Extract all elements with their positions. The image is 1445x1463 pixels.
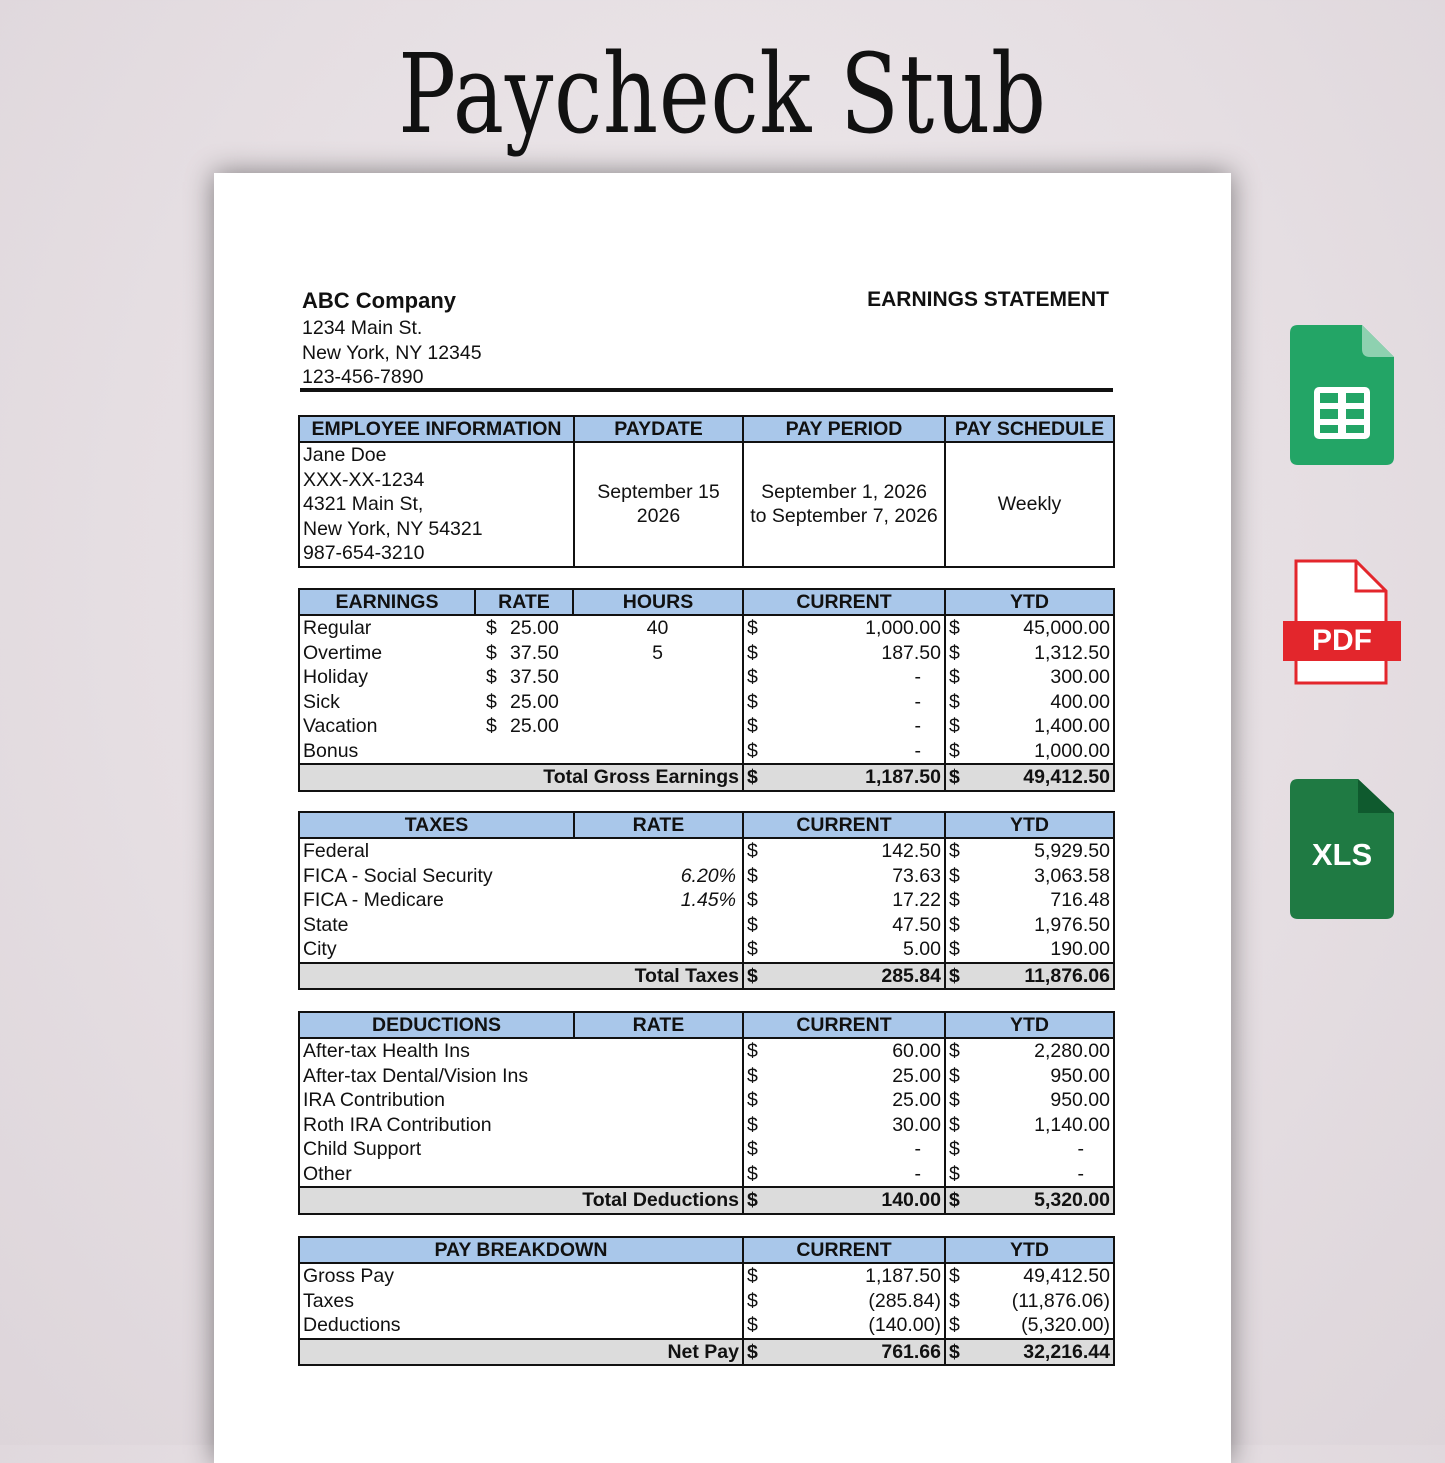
earnings-total-row bbox=[299, 764, 1114, 791]
currency-symbol: $ bbox=[747, 617, 758, 640]
rate-currency-symbol: $ bbox=[486, 641, 497, 664]
company-address-line1: 1234 Main St. bbox=[302, 317, 423, 339]
pay-schedule-value: Weekly bbox=[945, 442, 1114, 567]
earnings-hours bbox=[573, 665, 743, 690]
tax-type: FICA - Social Security bbox=[303, 864, 493, 887]
currency-symbol: $ bbox=[949, 964, 960, 987]
breakdown-row bbox=[299, 1289, 1114, 1314]
pay-period-line2: to September 7, 2026 bbox=[750, 505, 938, 528]
breakdown-type: Taxes bbox=[303, 1289, 354, 1312]
currency-symbol: $ bbox=[949, 739, 960, 762]
taxes-table bbox=[298, 811, 1115, 990]
currency-symbol: $ bbox=[747, 913, 758, 936]
earnings-hours bbox=[573, 690, 743, 715]
breakdown-type: Gross Pay bbox=[303, 1265, 395, 1288]
deductions-rate-header: RATE bbox=[574, 1012, 743, 1038]
banner-title: Paycheck Stub bbox=[398, 30, 1047, 158]
taxes-total-label: Total Taxes bbox=[299, 963, 743, 990]
currency-symbol: $ bbox=[747, 1064, 758, 1087]
deductions-ytd: 950.00 bbox=[1050, 1089, 1110, 1112]
employee-city: New York, NY 54321 bbox=[303, 517, 483, 540]
currency-symbol: $ bbox=[747, 1265, 758, 1288]
currency-symbol: $ bbox=[747, 1314, 758, 1337]
breakdown-row bbox=[299, 1263, 1114, 1289]
deductions-total-ytd: 5,320.00 bbox=[1034, 1189, 1110, 1212]
deductions-ytd: 950.00 bbox=[1050, 1064, 1110, 1087]
earnings-current: 187.50 bbox=[881, 641, 941, 664]
tax-type: FICA - Medicare bbox=[303, 889, 444, 912]
taxes-ytd: 716.48 bbox=[1050, 889, 1110, 912]
breakdown-ytd-header: YTD bbox=[945, 1237, 1114, 1263]
taxes-ytd: 5,929.50 bbox=[1034, 840, 1110, 863]
currency-symbol: $ bbox=[747, 1289, 758, 1312]
earnings-rate: 25.00 bbox=[510, 617, 559, 640]
net-pay-current: 761.66 bbox=[881, 1340, 941, 1363]
earnings-table bbox=[298, 588, 1115, 792]
breakdown-ytd: (5,320.00) bbox=[1021, 1314, 1110, 1337]
taxes-ytd: 1,976.50 bbox=[1034, 913, 1110, 936]
deductions-current: 60.00 bbox=[892, 1040, 941, 1063]
earnings-header: EARNINGS bbox=[299, 589, 475, 615]
earnings-type: Holiday bbox=[303, 666, 369, 689]
deductions-ytd: - bbox=[1077, 1138, 1084, 1161]
deductions-ytd: - bbox=[1077, 1162, 1084, 1185]
deductions-row bbox=[299, 1038, 1114, 1064]
rate-currency-symbol: $ bbox=[486, 666, 497, 689]
earnings-row bbox=[299, 641, 1114, 666]
earnings-total-label: Total Gross Earnings bbox=[299, 764, 743, 791]
deduction-type: After-tax Health Ins bbox=[303, 1040, 470, 1063]
deductions-current: - bbox=[914, 1138, 921, 1161]
deductions-row bbox=[299, 1088, 1114, 1113]
earnings-rate-header: RATE bbox=[475, 589, 573, 615]
earnings-type: Regular bbox=[303, 617, 372, 640]
taxes-current: 73.63 bbox=[892, 864, 941, 887]
taxes-row bbox=[299, 838, 1114, 864]
pay-schedule-header: PAY SCHEDULE bbox=[945, 416, 1114, 442]
deductions-header: DEDUCTIONS bbox=[299, 1012, 574, 1038]
net-pay-ytd: 32,216.44 bbox=[1023, 1340, 1110, 1363]
deduction-type: Roth IRA Contribution bbox=[303, 1113, 492, 1136]
earnings-ytd: 1,000.00 bbox=[1034, 739, 1110, 762]
earnings-row bbox=[299, 615, 1114, 641]
currency-symbol: $ bbox=[747, 1040, 758, 1063]
earnings-hours: 5 bbox=[652, 641, 663, 664]
currency-symbol: $ bbox=[949, 641, 960, 664]
paydate-line2: 2026 bbox=[636, 505, 681, 528]
currency-symbol: $ bbox=[949, 766, 960, 789]
company-address-line2: New York, NY 12345 bbox=[302, 342, 482, 364]
earnings-hours-header: HOURS bbox=[573, 589, 743, 615]
deduction-type: IRA Contribution bbox=[303, 1089, 445, 1112]
currency-symbol: $ bbox=[747, 690, 758, 713]
earnings-type: Sick bbox=[303, 690, 340, 713]
deductions-table bbox=[298, 1011, 1115, 1215]
currency-symbol: $ bbox=[747, 715, 758, 738]
pdf-file-icon bbox=[1283, 559, 1401, 686]
deductions-total-current: 140.00 bbox=[881, 1189, 941, 1212]
breakdown-current: (285.84) bbox=[868, 1289, 941, 1312]
breakdown-current-header: CURRENT bbox=[743, 1237, 945, 1263]
taxes-ytd: 3,063.58 bbox=[1034, 864, 1110, 887]
taxes-header: TAXES bbox=[299, 812, 574, 838]
currency-symbol: $ bbox=[747, 739, 758, 762]
company-name: ABC Company bbox=[302, 288, 457, 313]
tax-rate bbox=[574, 838, 743, 864]
taxes-total-ytd: 11,876.06 bbox=[1024, 964, 1110, 987]
rate-currency-symbol: $ bbox=[486, 715, 497, 738]
earnings-ytd: 400.00 bbox=[1050, 690, 1110, 713]
currency-symbol: $ bbox=[949, 1113, 960, 1136]
pay-period-line1: September 1, 2026 bbox=[761, 480, 927, 503]
currency-symbol: $ bbox=[747, 864, 758, 887]
taxes-row bbox=[299, 937, 1114, 963]
deductions-ytd: 1,140.00 bbox=[1034, 1113, 1110, 1136]
currency-symbol: $ bbox=[949, 1189, 960, 1212]
currency-symbol: $ bbox=[949, 1040, 960, 1063]
currency-symbol: $ bbox=[949, 1340, 960, 1363]
currency-symbol: $ bbox=[747, 964, 758, 987]
earnings-rate: 25.00 bbox=[510, 690, 559, 713]
header-divider bbox=[300, 388, 1113, 392]
earnings-type: Vacation bbox=[303, 715, 378, 738]
earnings-rate: 37.50 bbox=[510, 666, 559, 689]
currency-symbol: $ bbox=[949, 1089, 960, 1112]
google-sheets-icon bbox=[1290, 325, 1394, 470]
earnings-ytd: 1,400.00 bbox=[1034, 715, 1110, 738]
earnings-hours bbox=[573, 739, 743, 765]
earnings-type: Overtime bbox=[303, 641, 383, 664]
employee-info-header: EMPLOYEE INFORMATION bbox=[299, 416, 574, 442]
taxes-row bbox=[299, 888, 1114, 913]
rate-currency-symbol: $ bbox=[486, 690, 497, 713]
xls-label: XLS bbox=[1311, 837, 1373, 872]
earnings-statement-sheet bbox=[214, 173, 1231, 1463]
currency-symbol: $ bbox=[949, 1265, 960, 1288]
pay-period-cell bbox=[743, 442, 945, 567]
currency-symbol: $ bbox=[747, 766, 758, 789]
taxes-total-current: 285.84 bbox=[881, 964, 941, 987]
currency-symbol: $ bbox=[949, 1289, 960, 1312]
taxes-rate-header: RATE bbox=[574, 812, 743, 838]
pdf-label: PDF bbox=[1312, 624, 1372, 657]
deductions-ytd-header: YTD bbox=[945, 1012, 1114, 1038]
currency-symbol: $ bbox=[949, 889, 960, 912]
breakdown-current: 1,187.50 bbox=[865, 1265, 941, 1288]
deductions-row bbox=[299, 1113, 1114, 1138]
pay-breakdown-table bbox=[298, 1236, 1115, 1366]
currency-symbol: $ bbox=[747, 840, 758, 863]
deductions-ytd: 2,280.00 bbox=[1034, 1040, 1110, 1063]
earnings-rate: 37.50 bbox=[510, 641, 559, 664]
currency-symbol: $ bbox=[949, 1138, 960, 1161]
earnings-row bbox=[299, 665, 1114, 690]
taxes-total-row bbox=[299, 963, 1114, 990]
breakdown-ytd: 49,412.50 bbox=[1023, 1265, 1110, 1288]
tax-rate: 6.20% bbox=[680, 864, 736, 887]
currency-symbol: $ bbox=[949, 1314, 960, 1337]
currency-symbol: $ bbox=[949, 617, 960, 640]
tax-type: City bbox=[303, 938, 337, 961]
deductions-current: 25.00 bbox=[892, 1064, 941, 1087]
deductions-current: 30.00 bbox=[892, 1113, 941, 1136]
tax-rate bbox=[574, 937, 743, 963]
earnings-hours: 40 bbox=[646, 617, 669, 640]
earnings-current-header: CURRENT bbox=[743, 589, 945, 615]
employee-ssn: XXX-XX-1234 bbox=[303, 468, 425, 491]
currency-symbol: $ bbox=[949, 1162, 960, 1185]
taxes-row bbox=[299, 913, 1114, 938]
earnings-row bbox=[299, 739, 1114, 765]
currency-symbol: $ bbox=[949, 690, 960, 713]
company-phone: 123-456-7890 bbox=[302, 366, 424, 388]
deduction-type: After-tax Dental/Vision Ins bbox=[303, 1064, 529, 1087]
taxes-current-header: CURRENT bbox=[743, 812, 945, 838]
currency-symbol: $ bbox=[949, 913, 960, 936]
deductions-current: 25.00 bbox=[892, 1089, 941, 1112]
tax-rate bbox=[574, 913, 743, 938]
net-pay-label: Net Pay bbox=[299, 1339, 743, 1366]
deductions-row bbox=[299, 1162, 1114, 1188]
taxes-current: 5.00 bbox=[903, 938, 941, 961]
employee-name: Jane Doe bbox=[303, 444, 387, 466]
earnings-ytd-header: YTD bbox=[945, 589, 1114, 615]
currency-symbol: $ bbox=[747, 1138, 758, 1161]
deductions-current-header: CURRENT bbox=[743, 1012, 945, 1038]
taxes-current: 142.50 bbox=[881, 840, 941, 863]
paydate-header: PAYDATE bbox=[574, 416, 743, 442]
deduction-type: Other bbox=[303, 1162, 352, 1185]
tax-type: Federal bbox=[303, 840, 370, 863]
pay-breakdown-header: PAY BREAKDOWN bbox=[299, 1237, 743, 1263]
breakdown-ytd: (11,876.06) bbox=[1011, 1289, 1110, 1312]
taxes-ytd: 190.00 bbox=[1050, 938, 1110, 961]
statement-title: EARNINGS STATEMENT bbox=[867, 288, 1109, 311]
breakdown-current: (140.00) bbox=[868, 1314, 941, 1337]
currency-symbol: $ bbox=[949, 864, 960, 887]
currency-symbol: $ bbox=[747, 666, 758, 689]
earnings-type: Bonus bbox=[303, 739, 359, 762]
currency-symbol: $ bbox=[747, 1113, 758, 1136]
taxes-current: 17.22 bbox=[892, 889, 941, 912]
currency-symbol: $ bbox=[949, 715, 960, 738]
deductions-total-row bbox=[299, 1187, 1114, 1214]
employee-street: 4321 Main St, bbox=[303, 493, 424, 515]
employee-details bbox=[299, 442, 574, 567]
earnings-current: - bbox=[914, 666, 921, 689]
net-pay-row bbox=[299, 1339, 1114, 1366]
currency-symbol: $ bbox=[949, 840, 960, 863]
currency-symbol: $ bbox=[747, 1162, 758, 1185]
earnings-total-ytd: 49,412.50 bbox=[1023, 766, 1110, 789]
earnings-total-current: 1,187.50 bbox=[865, 766, 941, 789]
breakdown-row bbox=[299, 1313, 1114, 1339]
breakdown-type: Deductions bbox=[303, 1314, 401, 1337]
paydate-cell bbox=[574, 442, 743, 567]
deductions-total-label: Total Deductions bbox=[299, 1187, 743, 1214]
earnings-hours bbox=[573, 714, 743, 739]
deductions-row bbox=[299, 1137, 1114, 1162]
currency-symbol: $ bbox=[747, 889, 758, 912]
earnings-ytd: 45,000.00 bbox=[1023, 617, 1110, 640]
deductions-row bbox=[299, 1064, 1114, 1089]
earnings-current: - bbox=[914, 739, 921, 762]
paydate-line1: September 15 bbox=[597, 480, 720, 503]
excel-xls-icon bbox=[1290, 779, 1394, 919]
currency-symbol: $ bbox=[747, 641, 758, 664]
pay-period-header: PAY PERIOD bbox=[743, 416, 945, 442]
tax-rate: 1.45% bbox=[680, 889, 736, 912]
employee-phone: 987-654-3210 bbox=[303, 542, 425, 564]
currency-symbol: $ bbox=[747, 938, 758, 961]
earnings-ytd: 300.00 bbox=[1050, 666, 1110, 689]
currency-symbol: $ bbox=[747, 1189, 758, 1212]
earnings-rate: 25.00 bbox=[510, 715, 559, 738]
earnings-row bbox=[299, 714, 1114, 739]
deductions-current: - bbox=[914, 1162, 921, 1185]
employee-info-table bbox=[298, 415, 1115, 568]
currency-symbol: $ bbox=[949, 938, 960, 961]
deduction-type: Child Support bbox=[303, 1138, 422, 1161]
earnings-current: - bbox=[914, 715, 921, 738]
earnings-row bbox=[299, 690, 1114, 715]
currency-symbol: $ bbox=[949, 1064, 960, 1087]
tax-type: State bbox=[303, 913, 349, 936]
taxes-row bbox=[299, 864, 1114, 889]
currency-symbol: $ bbox=[949, 666, 960, 689]
earnings-ytd: 1,312.50 bbox=[1034, 641, 1110, 664]
rate-currency-symbol: $ bbox=[486, 617, 497, 640]
taxes-ytd-header: YTD bbox=[945, 812, 1114, 838]
currency-symbol: $ bbox=[747, 1089, 758, 1112]
taxes-current: 47.50 bbox=[892, 913, 941, 936]
earnings-current: 1,000.00 bbox=[865, 617, 941, 640]
currency-symbol: $ bbox=[747, 1340, 758, 1363]
earnings-current: - bbox=[914, 690, 921, 713]
